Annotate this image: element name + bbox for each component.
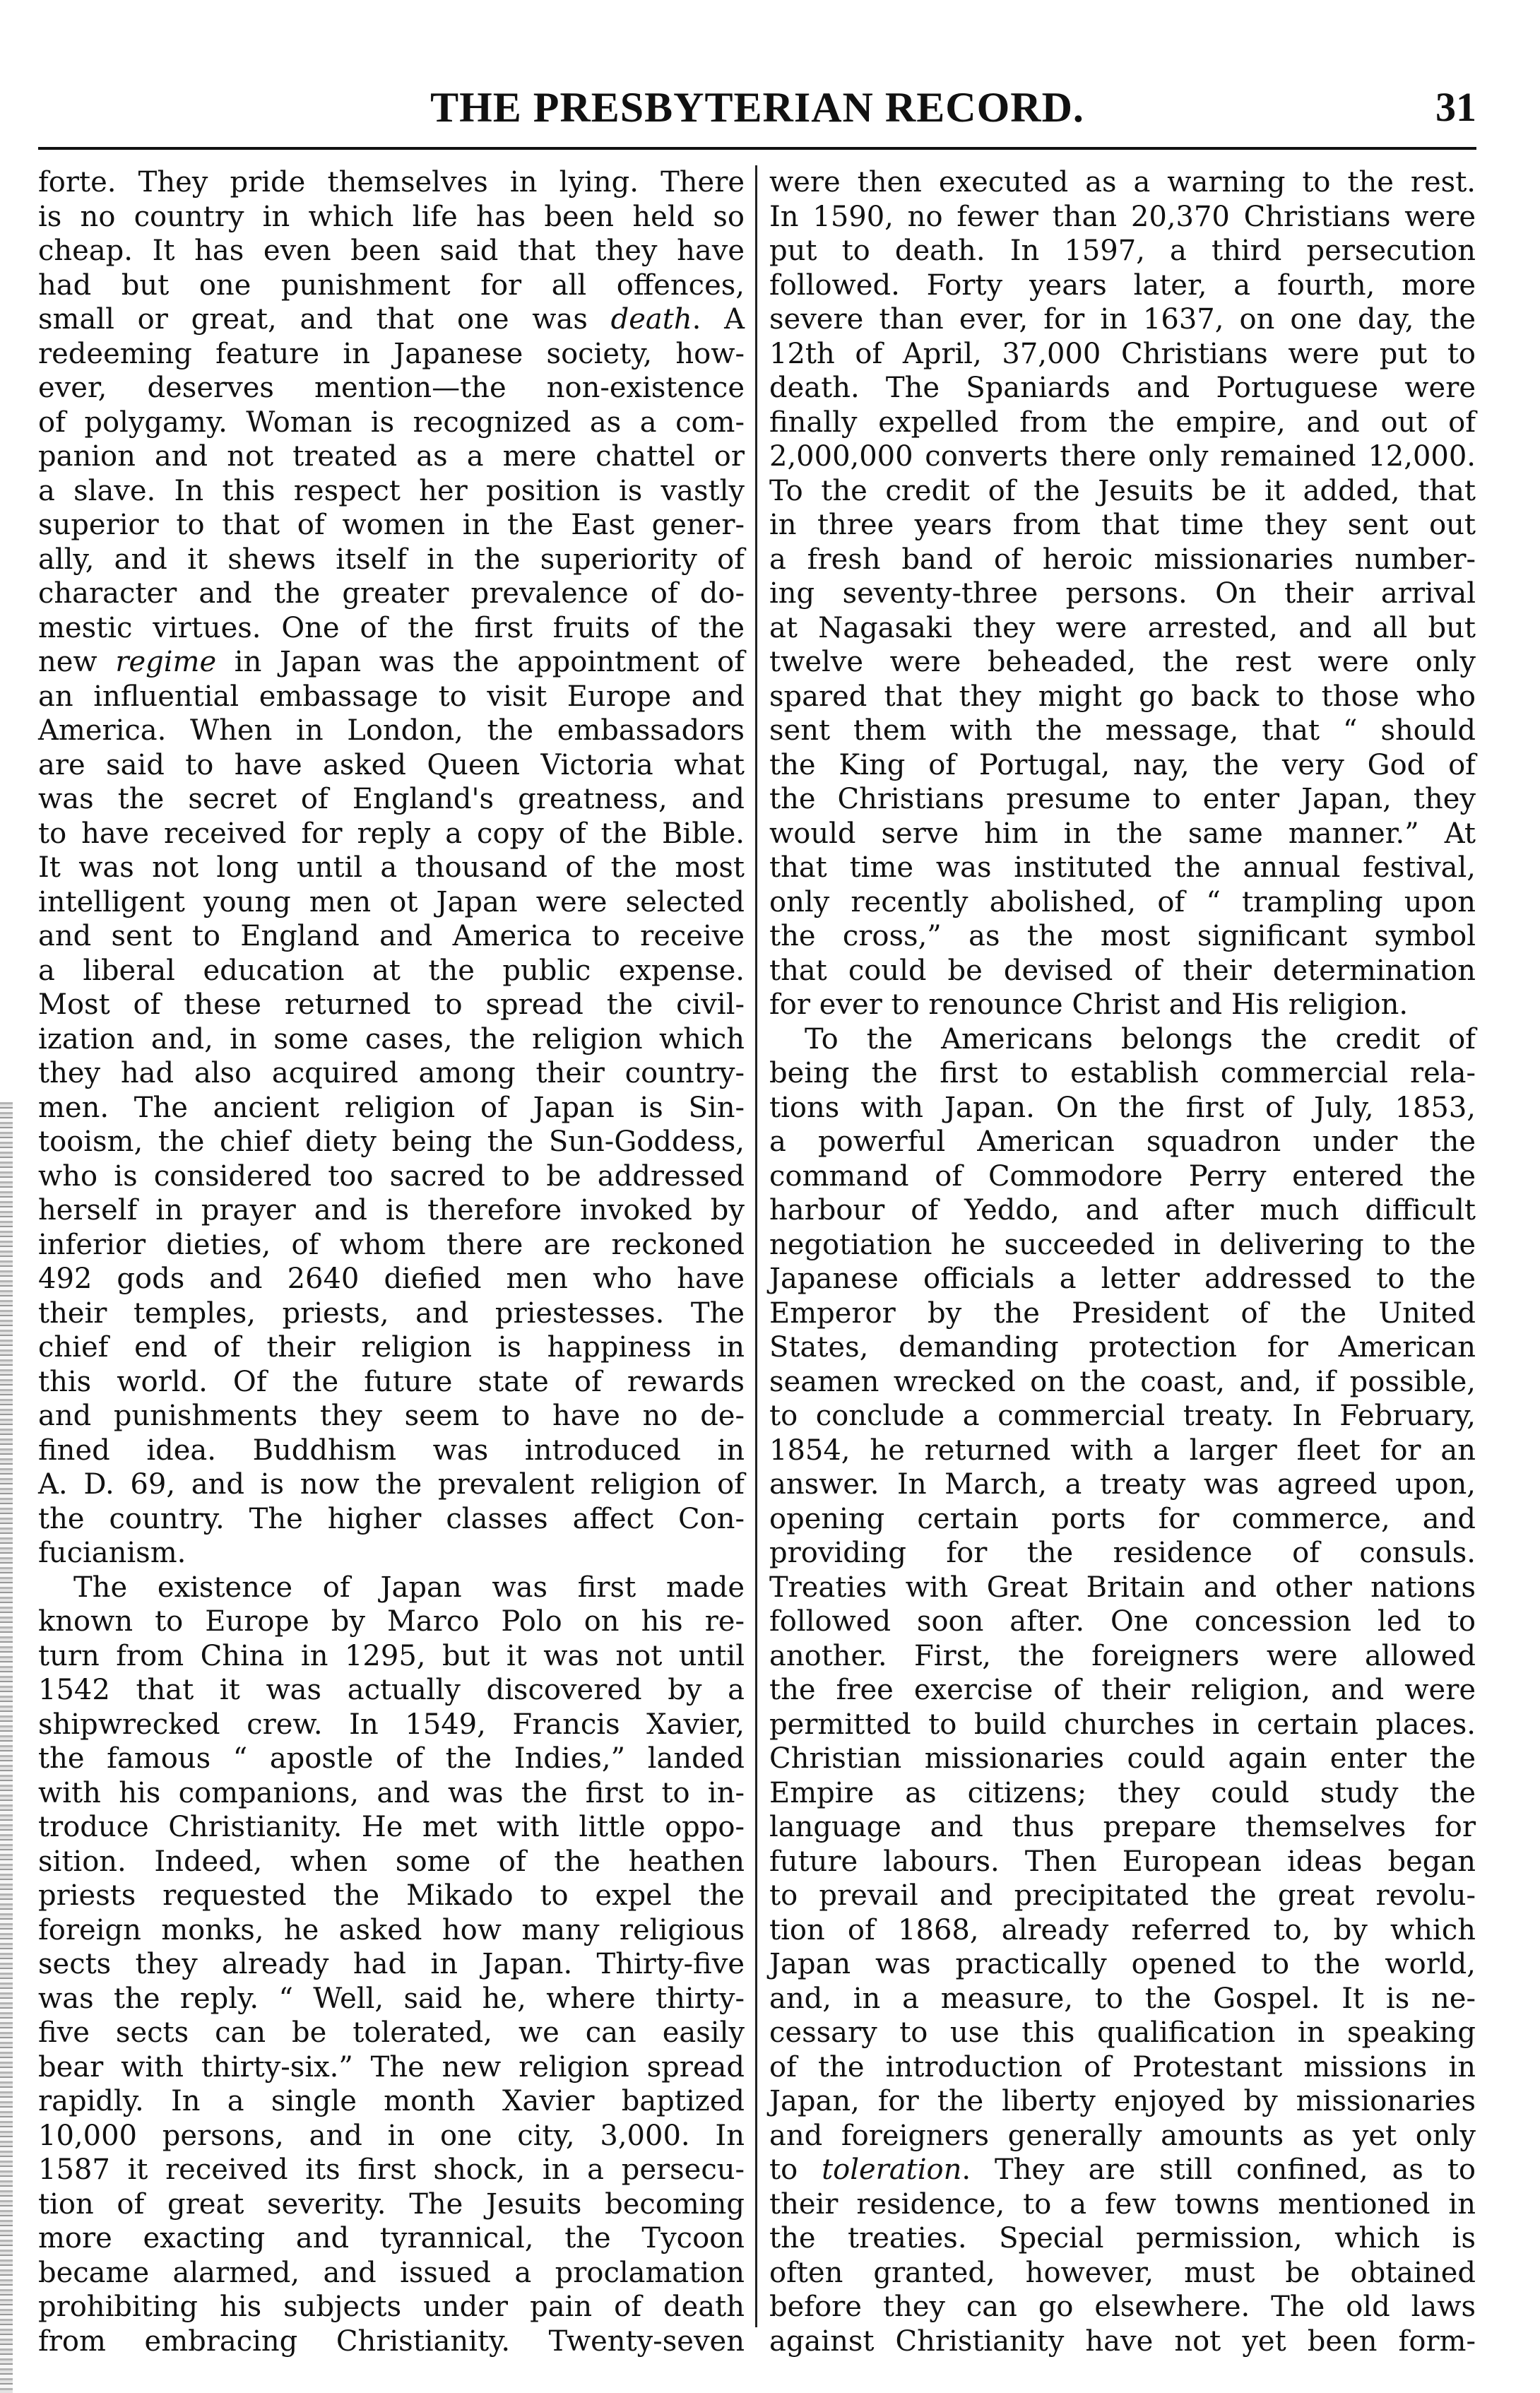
left-column-line: bear with thirty-six.” The new religion spread: [38, 2050, 745, 2084]
right-column-line: being the first to establish commercial rela-: [769, 1057, 1476, 1089]
left-column-line: a slave. In this respect her position is vastly: [38, 474, 745, 507]
page-number: 31: [1435, 84, 1476, 130]
left-column-line: had but one punishment for all offences,: [38, 268, 745, 302]
left-column-line: their temples, priests, and priestesses. The: [38, 1296, 745, 1330]
left-column-line: 1587 it received its first shock, in a persecu-: [38, 2153, 745, 2186]
left-column-line: an influential embassage to visit Europe and: [38, 680, 745, 713]
left-column-line: America. When in London, the embassadors: [38, 714, 745, 747]
left-column-line: 492 gods and 2640 diefied men who have: [38, 1263, 745, 1295]
right-column-line: the cross,” as the most significant symbol: [769, 920, 1476, 952]
left-column-line: of polygamy. Woman is recognized as a com-: [38, 406, 745, 439]
left-column-line: and punishments they seem to have no de-: [38, 1400, 745, 1432]
right-column-line: were then executed as a warning to the rest.: [769, 166, 1476, 199]
right-column-line: negotiation he succeeded in delivering to the: [769, 1228, 1476, 1261]
left-column-line: character and the greater prevalence of do-: [38, 577, 745, 610]
right-column: [769, 165, 1476, 2358]
left-column-line: sition. Indeed, when some of the heathen: [38, 1845, 745, 1878]
right-column-line: before they can go elsewhere. The old laws: [769, 2291, 1476, 2323]
right-column-line: at Nagasaki they were arrested, and all but: [769, 611, 1476, 644]
left-column-line: ization and, in some cases, the religion which: [38, 1022, 745, 1056]
header-rule: [38, 147, 1476, 150]
left-column-line: fined idea. Buddhism was introduced in: [38, 1434, 745, 1467]
left-column-line: 10,000 persons, and in one city, 3,000. In: [38, 2119, 745, 2152]
left-column-line: was the secret of England's greatness, and: [38, 783, 745, 815]
left-column-line: intelligent young men ot Japan were selected: [38, 885, 745, 918]
left-column-line: rapidly. In a single month Xavier baptized: [38, 2085, 745, 2117]
right-column-line: language and thus prepare themselves for: [769, 1811, 1476, 1843]
left-column-line: mestic virtues. One of the first fruits of the: [38, 611, 745, 644]
right-column-line: the free exercise of their religion, and were: [769, 1674, 1476, 1706]
page-binding-edge: [0, 1102, 13, 2393]
right-column-line: command of Commodore Perry entered the: [769, 1159, 1476, 1193]
right-column-line: Japan, for the liberty enjoyed by missionaries: [769, 2085, 1476, 2117]
left-column-line: sects they already had in Japan. Thirty-five: [38, 1948, 745, 1980]
left-column-line: ever, deserves mention—the non-existence: [38, 372, 745, 404]
left-column-line: ally, and it shews itself in the superiority of: [38, 543, 745, 576]
left-column-line: they had also acquired among their country-: [38, 1057, 745, 1089]
text-columns: [38, 165, 1476, 2358]
right-column-line: that could be devised of their determination: [769, 954, 1476, 987]
right-column-line: put to death. In 1597, a third persecution: [769, 235, 1476, 267]
right-column-line: to toleration. They are still confined, as to: [769, 2153, 1476, 2186]
right-column-line: permitted to build churches in certain places.: [769, 1708, 1476, 1741]
right-column-line: answer. In March, a treaty was agreed upon,: [769, 1468, 1476, 1501]
left-column-line: are said to have asked Queen Victoria what: [38, 748, 745, 781]
left-column-line: Most of these returned to spread the civil-: [38, 988, 745, 1021]
right-column-line: and, in a measure, to the Gospel. It is ne-: [769, 1982, 1476, 2015]
right-column-line: providing for the residence of consuls.: [769, 1537, 1476, 1569]
right-column-line: for ever to renounce Christ and His religion.: [769, 988, 1409, 1021]
right-column-line: Treaties with Great Britain and other nations: [769, 1571, 1476, 1604]
left-column-line: chief end of their religion is happiness in: [38, 1331, 745, 1364]
left-column-line: 1542 that it was actually discovered by a: [38, 1674, 745, 1706]
right-column-line: 1854, he returned with a larger fleet for an: [769, 1434, 1476, 1467]
right-column-line: the Christians presume to enter Japan, they: [769, 783, 1476, 815]
right-column-line: to prevail and precipitated the great revolu-: [769, 1879, 1476, 1912]
left-column-line: foreign monks, he asked how many religious: [38, 1913, 745, 1946]
left-column-line: redeeming feature in Japanese society, how-: [38, 337, 745, 370]
page: [38, 79, 1476, 2358]
right-column-line: opening certain ports for commerce, and: [769, 1502, 1476, 1535]
left-column-line: new regime in Japan was the appointment of: [38, 646, 745, 678]
left-column-line: became alarmed, and issued a proclamation: [38, 2256, 745, 2289]
left-column-line: The existence of Japan was first made: [73, 1571, 745, 1604]
left-column-line: cheap. It has even been said that they have: [38, 235, 745, 267]
right-column-line: To the Americans belongs the credit of: [805, 1022, 1476, 1056]
left-column-line: inferior dieties, of whom there are reckoned: [38, 1228, 745, 1261]
right-column-line: followed soon after. One concession led to: [769, 1605, 1476, 1638]
right-column-line: the treaties. Special permission, which is: [769, 2222, 1476, 2255]
left-column-line: panion and not treated as a mere chattel or: [38, 440, 745, 473]
left-column-line: priests requested the Mikado to expel the: [38, 1879, 745, 1912]
left-column-line: the famous “ apostle of the Indies,” landed: [38, 1742, 745, 1775]
right-column-line: States, demanding protection for American: [769, 1331, 1476, 1364]
right-column-line: ing seventy-three persons. On their arrival: [769, 577, 1476, 610]
right-column-line: sent them with the message, that “ should: [769, 714, 1476, 747]
right-column-line: their residence, to a few towns mentioned in: [769, 2187, 1476, 2221]
right-column-line: 12th of April, 37,000 Christians were put to: [769, 337, 1476, 370]
left-column-line: to have received for reply a copy of the Bible.: [38, 817, 745, 850]
right-column-line: cessary to use this qualification in speaking: [769, 2016, 1476, 2049]
right-column-line: would serve him in the same manner.” At: [769, 817, 1476, 850]
right-column-line: to conclude a commercial treaty. In February,: [769, 1400, 1476, 1432]
running-header: [38, 79, 1476, 140]
right-column-line: future labours. Then European ideas began: [769, 1845, 1476, 1878]
left-column-line: shipwrecked crew. In 1549, Francis Xavier,: [38, 1708, 745, 1741]
left-column: [38, 165, 745, 2358]
left-column-line: superior to that of women in the East gener-: [38, 509, 745, 541]
right-column-line: against Christianity have not yet been form-: [769, 2324, 1476, 2358]
right-column-line: Christian missionaries could again enter the: [769, 1742, 1476, 1775]
right-column-line: a fresh band of heroic missionaries number-: [769, 543, 1476, 576]
journal-title: THE PRESBYTERIAN RECORD.: [430, 84, 1084, 131]
left-column-line: is no country in which life has been held so: [38, 200, 745, 233]
left-column-line: five sects can be tolerated, we can easily: [38, 2016, 745, 2049]
right-column-line: another. First, the foreigners were allowed: [769, 1639, 1476, 1672]
left-column-line: known to Europe by Marco Polo on his re-: [38, 1605, 745, 1638]
right-column-line: that time was instituted the annual festival,: [769, 851, 1476, 884]
right-column-line: To the credit of the Jesuits be it added, that: [769, 474, 1476, 507]
right-column-line: and foreigners generally amounts as yet only: [769, 2119, 1476, 2152]
right-column-line: harbour of Yeddo, and after much difficult: [769, 1194, 1476, 1227]
right-column-line: severe than ever, for in 1637, on one day, the: [769, 303, 1476, 336]
right-column-line: often granted, however, must be obtained: [769, 2256, 1476, 2289]
left-column-line: with his companions, and was the first to in-: [38, 1776, 745, 1809]
left-column-line: herself in prayer and is therefore invoked by: [38, 1194, 745, 1227]
left-column-line: fucianism.: [38, 1537, 186, 1569]
right-column-line: Empire as citizens; they could study the: [769, 1776, 1476, 1809]
left-column-line: A. D. 69, and is now the prevalent religion of: [38, 1468, 745, 1501]
left-column-line: more exacting and tyrannical, the Tycoon: [38, 2222, 745, 2255]
right-column-line: 2,000,000 converts there only remained 12,000.: [769, 440, 1476, 473]
left-column-line: men. The ancient religion of Japan is Sin-: [38, 1091, 745, 1124]
left-column-line: small or great, and that one was death. A: [38, 303, 745, 336]
left-column-line: turn from China in 1295, but it was not until: [38, 1639, 745, 1672]
left-column-line: and sent to England and America to receive: [38, 920, 745, 952]
left-column-line: a liberal education at the public expense.: [38, 954, 745, 987]
right-column-line: in three years from that time they sent out: [769, 509, 1476, 541]
column-divider: [755, 165, 757, 2327]
left-column-line: troduce Christianity. He met with little oppo-: [38, 1811, 745, 1843]
right-column-line: death. The Spaniards and Portuguese were: [769, 372, 1476, 404]
right-column-line: tions with Japan. On the first of July, 1853,: [769, 1091, 1476, 1124]
left-column-line: prohibiting his subjects under pain of death: [38, 2291, 745, 2323]
right-column-line: spared that they might go back to those who: [769, 680, 1476, 713]
right-column-line: tion of 1868, already referred to, by which: [769, 1913, 1476, 1946]
right-column-line: a powerful American squadron under the: [769, 1125, 1476, 1158]
left-column-line: tion of great severity. The Jesuits becoming: [38, 2187, 745, 2221]
right-column-line: seamen wrecked on the coast, and, if possible,: [769, 1365, 1476, 1398]
right-column-line: finally expelled from the empire, and out of: [769, 406, 1476, 439]
right-column-line: Japanese officials a letter addressed to the: [769, 1263, 1476, 1295]
right-column-line: Japan was practically opened to the world,: [769, 1948, 1476, 1980]
left-column-line: tooism, the chief diety being the Sun-Goddess,: [38, 1125, 745, 1158]
left-column-line: was the reply. “ Well, said he, where thirty-: [38, 1982, 745, 2015]
right-column-line: followed. Forty years later, a fourth, more: [769, 268, 1476, 302]
left-column-line: from embracing Christianity. Twenty-seven: [38, 2324, 745, 2358]
left-column-line: this world. Of the future state of rewards: [38, 1365, 745, 1398]
right-column-line: In 1590, no fewer than 20,370 Christians were: [769, 200, 1476, 233]
right-column-line: of the introduction of Protestant missions in: [769, 2050, 1476, 2084]
left-column-line: who is considered too sacred to be addressed: [38, 1159, 745, 1193]
right-column-line: Emperor by the President of the United: [769, 1296, 1476, 1330]
right-column-line: the King of Portugal, nay, the very God of: [769, 748, 1476, 781]
left-column-line: the country. The higher classes affect Con-: [38, 1502, 745, 1535]
left-column-line: It was not long until a thousand of the most: [38, 851, 745, 884]
left-column-line: forte. They pride themselves in lying. There: [38, 166, 745, 199]
right-column-line: only recently abolished, of “ trampling upon: [769, 885, 1476, 918]
right-column-line: twelve were beheaded, the rest were only: [769, 646, 1476, 678]
